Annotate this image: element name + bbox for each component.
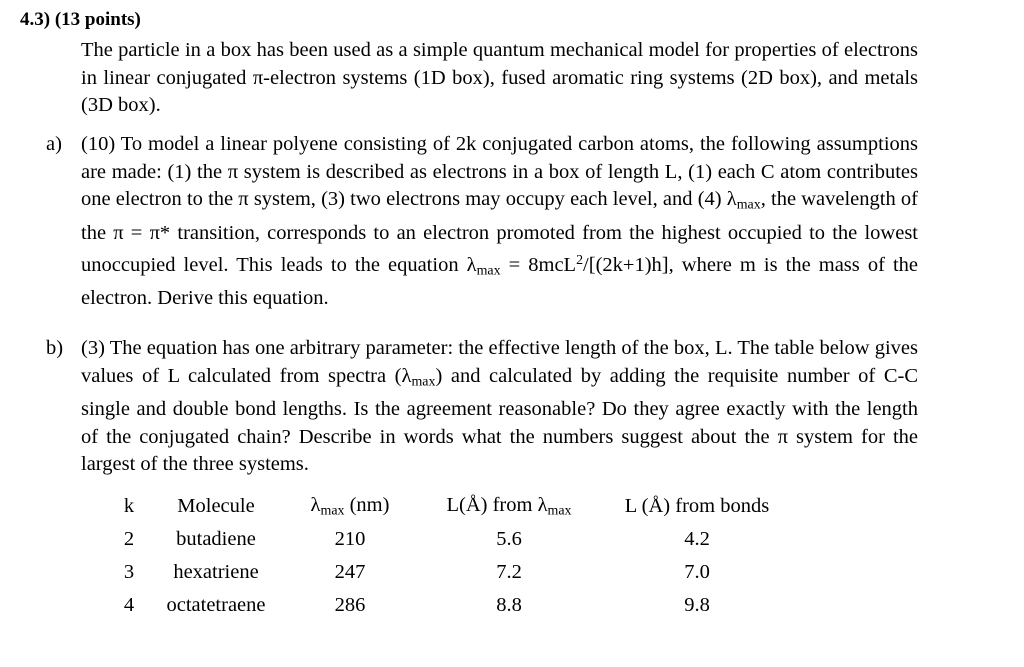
- cell-molecule: octatetraene: [166, 594, 266, 616]
- table-row: [112, 523, 790, 556]
- cell-molecule: butadiene: [176, 528, 256, 550]
- cell-molecule: hexatriene: [173, 561, 259, 583]
- part-a-label: a): [46, 133, 62, 155]
- cell-l-bonds: 4.2: [684, 528, 710, 550]
- part-b-text: [81, 335, 918, 479]
- part-a-text-1: (10) To model a linear polyene consisting of 2k conjugated carbon atoms, the following assumptions are made: (1) the π system is described as electrons in a box of length L, (1) each C atom contributes one electron to the π system, (3) two electrons may occupy each level, and (4) λ: [81, 133, 918, 211]
- cell-k: 2: [123, 528, 135, 550]
- cell-lambda: 210: [334, 528, 366, 550]
- lambda-max-subscript: max: [476, 263, 501, 279]
- cell-l-spectra: 8.8: [496, 594, 522, 616]
- part-a-text-4: /[(2k+1)h], where m is the mass of the electron. Derive this equation.: [81, 254, 918, 310]
- header-molecule: Molecule: [177, 495, 255, 517]
- cell-l-spectra: 5.6: [496, 528, 522, 550]
- part-a-text-3: = 8mcL: [500, 254, 577, 277]
- table-row: [112, 589, 790, 622]
- problem-header: 4.3) (13 points): [20, 9, 141, 30]
- header-k: k: [123, 495, 135, 517]
- cell-k: 4: [123, 594, 135, 616]
- part-a-text: [81, 131, 918, 313]
- lambda-max-subscript: max: [411, 374, 436, 390]
- cell-k: 3: [123, 561, 135, 583]
- squared-superscript: 2: [576, 253, 584, 269]
- part-b-label: b): [46, 337, 64, 359]
- header-l-from-bonds: L (Å) from bonds: [624, 495, 770, 517]
- problem-intro: The particle in a box has been used as a simple quantum mechanical model for properties of electrons in linear conjugated π-electron systems (1D box), fused aromatic ring systems (2D box), and metals (3D box).: [81, 39, 918, 117]
- cell-lambda: 286: [334, 594, 366, 616]
- cell-l-bonds: 9.8: [684, 594, 710, 616]
- cell-l-bonds: 7.0: [684, 561, 710, 583]
- header-lambda-max: $\lambda_{max}$ (nm): [310, 493, 390, 519]
- part-b-text-1: (3) The equation has one arbitrary parameter: the effective length of the box, L. The table below gives values of L calculated from spectra (λ: [81, 337, 918, 387]
- part-a-text-2: , the wavelength of the π = π* transition, corresponds to an electron promoted from the highest occupied to the lowest unoccupied level. This leads to the equation λ: [81, 188, 918, 277]
- lambda-max-subscript: max: [736, 197, 761, 213]
- table-header-row: [112, 490, 790, 523]
- header-l-from-spectra: L(Å) from $\lambda_{max}$: [446, 493, 572, 519]
- table-row: [112, 556, 790, 589]
- polyene-data-table: [112, 490, 790, 622]
- part-b-text-2: ) and calculated by adding the requisite number of C-C single and double bond lengths. Is the agreement reasonable? Do they agree exactly with the length of the conjugated chain? Describe in words what the numbers suggest about the π system for the largest of the three systems.: [81, 364, 918, 476]
- cell-l-spectra: 7.2: [496, 561, 522, 583]
- cell-lambda: 247: [334, 561, 366, 583]
